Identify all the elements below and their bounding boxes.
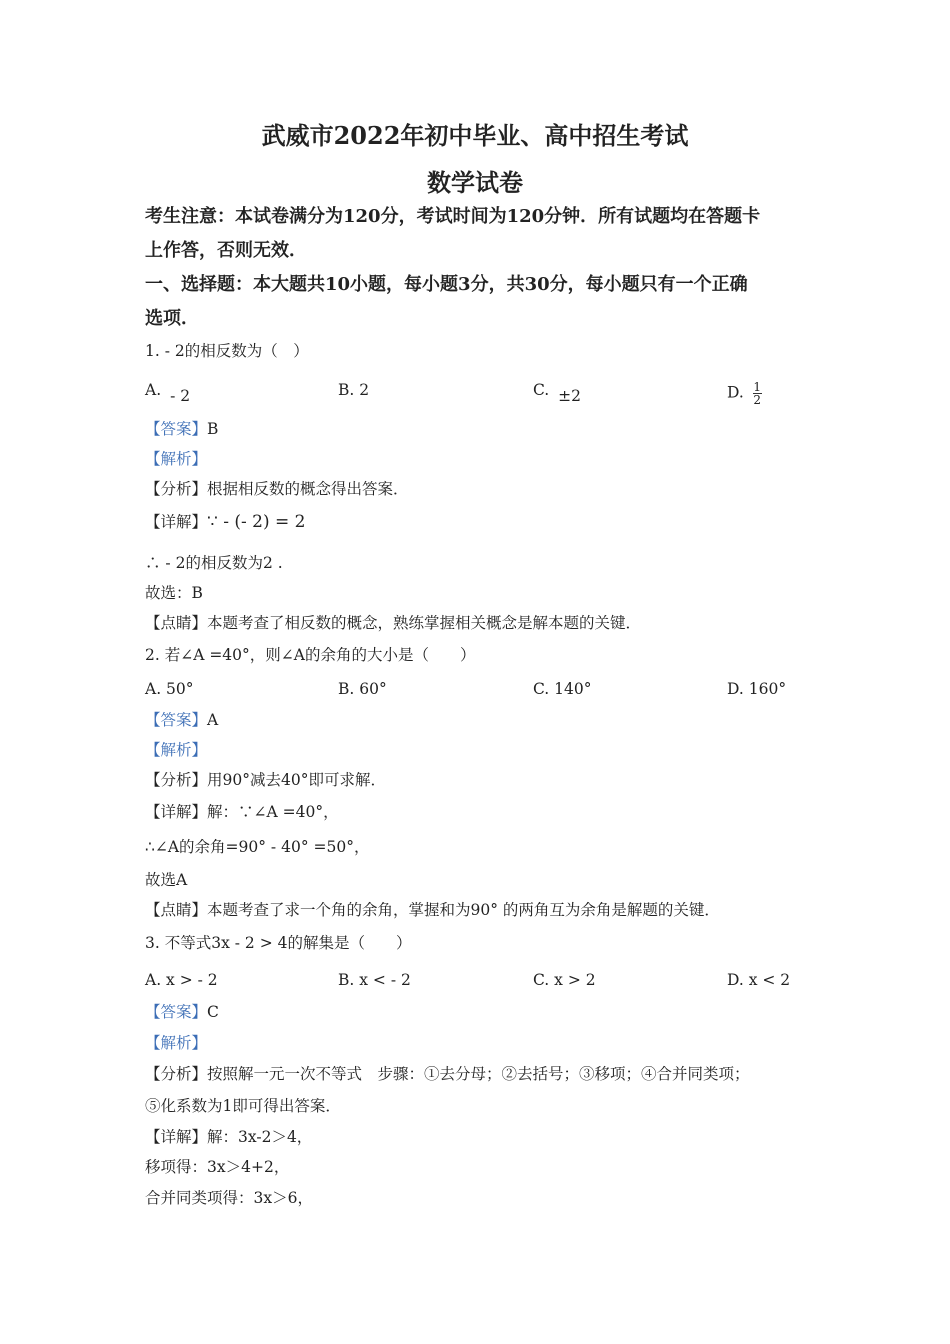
q1-answer: 【答案】B: [145, 420, 219, 438]
q2-step: ∴∠A的余角=90° - 40° =50°，: [145, 838, 370, 856]
q1-xiangjie: 【详解】∵ - (- 2) = 2: [145, 512, 306, 532]
q1-option-c: C. ±2: [533, 381, 582, 405]
q3-option-d: D. x < 2: [727, 971, 791, 989]
q2-option-a: A. 50°: [145, 680, 194, 698]
q2-analysis-label: 【解析】: [145, 741, 208, 759]
q2-option-c: C. 140°: [533, 680, 592, 698]
q1-analysis-label: 【解析】: [145, 450, 208, 468]
q2-stem: 2. 若∠A =40°，则∠A的余角的大小是（ ）: [145, 646, 476, 664]
q3-option-c: C. x > 2: [533, 971, 596, 989]
q3-option-a: A. x > - 2: [145, 971, 218, 989]
q1-conclusion: ∴ - 2的相反数为2 .: [145, 554, 283, 572]
q3-analysis-label: 【解析】: [145, 1034, 208, 1052]
notice-line-2: 上作答，否则无效．: [145, 240, 307, 261]
q3-fenxi-2: ⑤化系数为1即可得出答案．: [145, 1097, 341, 1115]
section-heading-2: 选项．: [145, 308, 199, 329]
q2-dianjing: 【点睛】本题考查了求一个角的余角，掌握和为90° 的两角互为余角是解题的关键．: [145, 901, 720, 919]
section-heading-1: 一、选择题：本大题共10小题，每小题3分，共30分，每小题只有一个正确: [145, 274, 748, 295]
q1-option-a: A. - 2: [145, 381, 191, 405]
q1-option-d: D. $\frac{1}{2}$: [727, 380, 762, 407]
q2-answer: 【答案】A: [145, 711, 219, 729]
q1-dianjing: 【点睛】本题考查了相反数的概念，熟练掌握相关概念是解本题的关键．: [145, 614, 642, 632]
q3-step-2: 合并同类项得：3x＞6，: [145, 1189, 313, 1207]
q1-option-b: B. 2: [338, 381, 370, 399]
q2-option-b: B. 60°: [338, 680, 387, 698]
q1-choice: 故选：B: [145, 584, 203, 602]
q3-step-1: 移项得：3x＞4+2，: [145, 1158, 290, 1176]
q2-xiangjie: 【详解】解：∵∠A =40°，: [145, 803, 339, 821]
fraction-one-half: $\frac{1}{2}$: [753, 380, 762, 407]
exam-subtitle: 数学试卷: [427, 168, 523, 197]
q2-choice: 故选A: [145, 871, 188, 889]
exam-title: 武威市2022年初中毕业、高中招生考试: [261, 121, 689, 150]
q3-fenxi-1: 【分析】按照解一元一次不等式 步骤：①去分母；②去括号；③移项；④合并同类项；: [145, 1065, 750, 1083]
q3-stem: 3. 不等式3x - 2 > 4的解集是（ ）: [145, 934, 412, 952]
q2-fenxi: 【分析】用90°减去40°即可求解．: [145, 771, 386, 789]
q1-fenxi: 【分析】根据相反数的概念得出答案．: [145, 480, 409, 498]
q3-answer: 【答案】C: [145, 1003, 219, 1021]
q2-option-d: D. 160°: [727, 680, 787, 698]
notice-line-1: 考生注意：本试卷满分为120分，考试时间为120分钟．所有试题均在答题卡: [145, 206, 761, 227]
q1-stem: 1. - 2的相反数为（ ）: [145, 342, 309, 360]
q3-option-b: B. x < - 2: [338, 971, 411, 989]
q3-xiangjie: 【详解】解：3x-2＞4，: [145, 1128, 313, 1146]
